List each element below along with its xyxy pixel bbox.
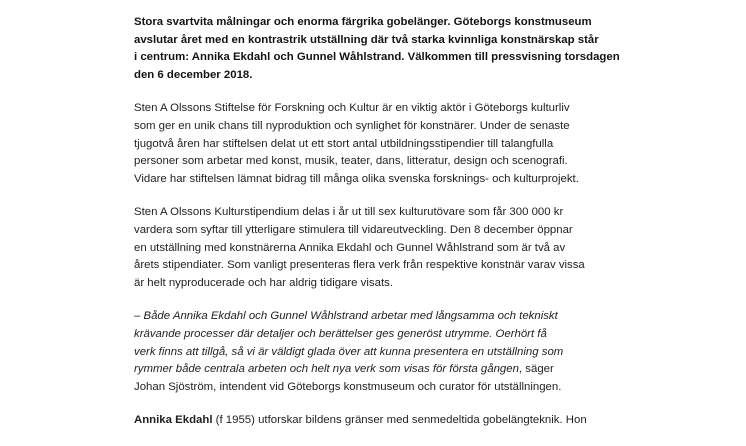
paragraph-line: Sten A Olssons Stiftelse för Forskning och Kultur är en viktig aktör i Göteborgs kulturliv — [134, 102, 570, 115]
paragraph-line: årets stipendiater. Som vanligt presenteras flera verk från respektive konstnär varav vissa — [134, 259, 585, 272]
paragraph-line: vardera som syftar till ytterligare stimulera till vidareutveckling. Den 8 december öppnar — [134, 223, 573, 236]
lead-line: den 6 december 2018. — [134, 68, 253, 81]
paragraph-line: en utställning med konstnärerna Annika Ekdahl och Gunnel Wåhlstrand som är två av — [134, 241, 566, 254]
quote-paragraph — [134, 308, 634, 396]
quote-line: krävande processer där detaljer och berättelser ges generöst utrymme. Oerhört få — [134, 327, 547, 340]
quote-text: rymmer både centrala arbeten och helt nya verk som visas för första gången — [134, 363, 519, 376]
lead-paragraph — [134, 14, 634, 84]
lead-line: Stora svartvita målningar och enorma färgrika gobelänger. Göteborgs konstmuseum — [134, 16, 592, 28]
paragraph-line: Vidare har stiftelsen lämnat bidrag till många olika svenska forsknings- och kulturprojekt. — [134, 172, 579, 185]
paragraph-line: Sten A Olssons Kulturstipendium delas i år ut till sex kulturutövare som får 300 000 kr — [134, 206, 564, 219]
lead-line: avslutar året med en kontrastrik utställning där två starka kvinnliga konstnärskap står — [134, 33, 599, 46]
quote-line: verk finns att tillgå, så vi är väldigt glada över att kunna presentera en utställning som — [134, 345, 564, 358]
paragraph-line: personer som arbetar med konst, musik, teater, dans, litteratur, design och scenografi. — [134, 155, 568, 168]
paragraph-line — [134, 412, 634, 430]
paragraph-line: är helt nyproducerade och har aldrig tidigare visats. — [134, 276, 393, 289]
quote-line: – Både Annika Ekdahl och Gunnel Wåhlstrand arbetar med långsamma och tekniskt — [134, 310, 558, 323]
quote-line — [134, 361, 634, 379]
paragraph-line: som ger en unik chans till nyproduktion och synlighet för konstnärer. Under de senaste — [134, 119, 570, 132]
lead-line: i centrum: Annika Ekdahl och Gunnel Wåhlstrand. Välkommen till pressvisning torsdagen — [134, 51, 620, 64]
scholarship-paragraph — [134, 204, 634, 292]
artist-description: (f 1955) utforskar bildens gränser med senmedeltida gobelängteknik. Hon — [212, 414, 587, 427]
artist-paragraph — [134, 412, 634, 430]
quote-attribution: Johan Sjöström, intendent vid Göteborgs konstmuseum och curator för utställningen. — [134, 380, 562, 393]
foundation-paragraph — [134, 100, 634, 188]
quote-said: , säger — [518, 363, 554, 376]
paragraph-line: tjugotvå åren har stiftelsen delat ut ett stort antal utbildningsstipendier till talangfulla — [134, 137, 554, 150]
artist-name: Annika Ekdahl — [134, 414, 213, 427]
press-release-body — [134, 14, 634, 446]
